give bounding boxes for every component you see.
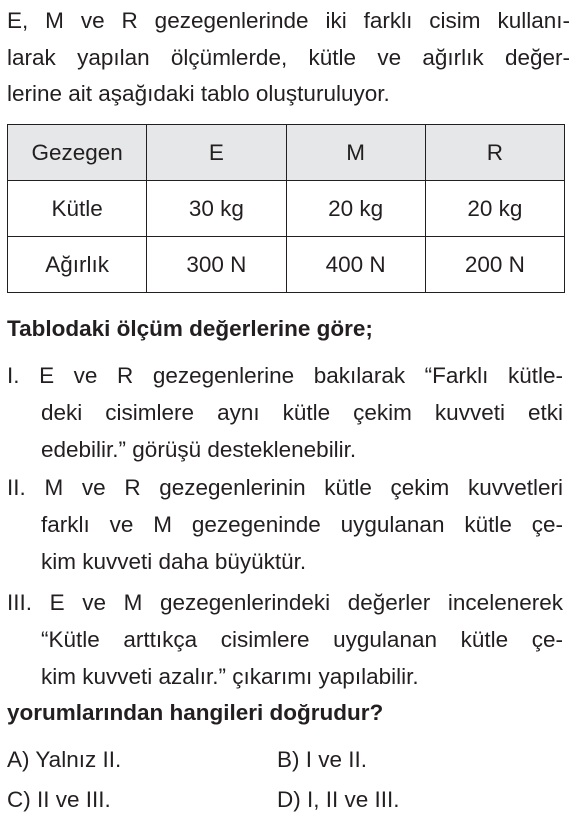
question-page: [7, 0, 570, 812]
header-cell-m: M: [286, 125, 425, 181]
question-intro: [7, 0, 570, 113]
question-stem: yorumlarından hangileri doğrudur?: [7, 700, 384, 725]
table-header-row: [8, 125, 565, 181]
table-row-mass: [8, 181, 565, 237]
statement-line: kim kuvveti azalır.” çıkarımı yapılabilir.: [41, 664, 419, 689]
statement-line: farklı ve M gezegeninde uygulanan kütle çe-: [41, 512, 563, 537]
statement-3: [7, 584, 563, 695]
choice-c[interactable]: C) II ve III.: [7, 787, 111, 812]
intro-line: E, M ve R gezegenlerinde iki farklı cisim kullanı-: [7, 8, 570, 33]
weight-e: 300 N: [147, 237, 286, 293]
row-label-mass: Kütle: [8, 181, 147, 237]
statement-line: deki cisimlere aynı kütle çekim kuvveti etki: [41, 400, 563, 425]
intro-line: larak yapılan ölçümlerde, kütle ve ağırlık değer-: [7, 44, 570, 70]
statement-1: [7, 357, 563, 468]
statement-line: “Kütle arttıkça cisimlere uygulanan kütle çe-: [41, 627, 563, 652]
choice-d[interactable]: D) I, II ve III.: [277, 787, 400, 812]
measurement-table: [7, 124, 565, 293]
statement-2: [7, 469, 563, 580]
choice-a[interactable]: A) Yalnız II.: [7, 747, 122, 772]
question-lead: Tablodaki ölçüm değerlerine göre;: [7, 316, 373, 341]
weight-m: 400 N: [286, 237, 425, 293]
statement-line: edebilir.” görüşü desteklenebilir.: [41, 437, 357, 462]
statement-line: III. E ve M gezegenlerindeki değerler incelenerek: [7, 590, 563, 615]
header-cell-e: E: [147, 125, 286, 181]
table-row-weight: [8, 237, 565, 293]
header-cell-planet: Gezegen: [8, 125, 147, 181]
header-cell-r: R: [425, 125, 564, 181]
statement-line: I. E ve R gezegenlerine bakılarak “Farklı kütle-: [7, 363, 563, 388]
statement-line: kim kuvveti daha büyüktür.: [41, 549, 307, 574]
mass-r: 20 kg: [425, 181, 564, 237]
statement-line: II. M ve R gezegenlerinin kütle çekim kuvvetleri: [7, 475, 563, 500]
row-label-weight: Ağırlık: [8, 237, 147, 293]
mass-m: 20 kg: [286, 181, 425, 237]
mass-e: 30 kg: [147, 181, 286, 237]
weight-r: 200 N: [425, 237, 564, 293]
choice-b[interactable]: B) I ve II.: [277, 747, 368, 772]
intro-line: lerine ait aşağıdaki tablo oluşturuluyor.: [7, 81, 390, 106]
